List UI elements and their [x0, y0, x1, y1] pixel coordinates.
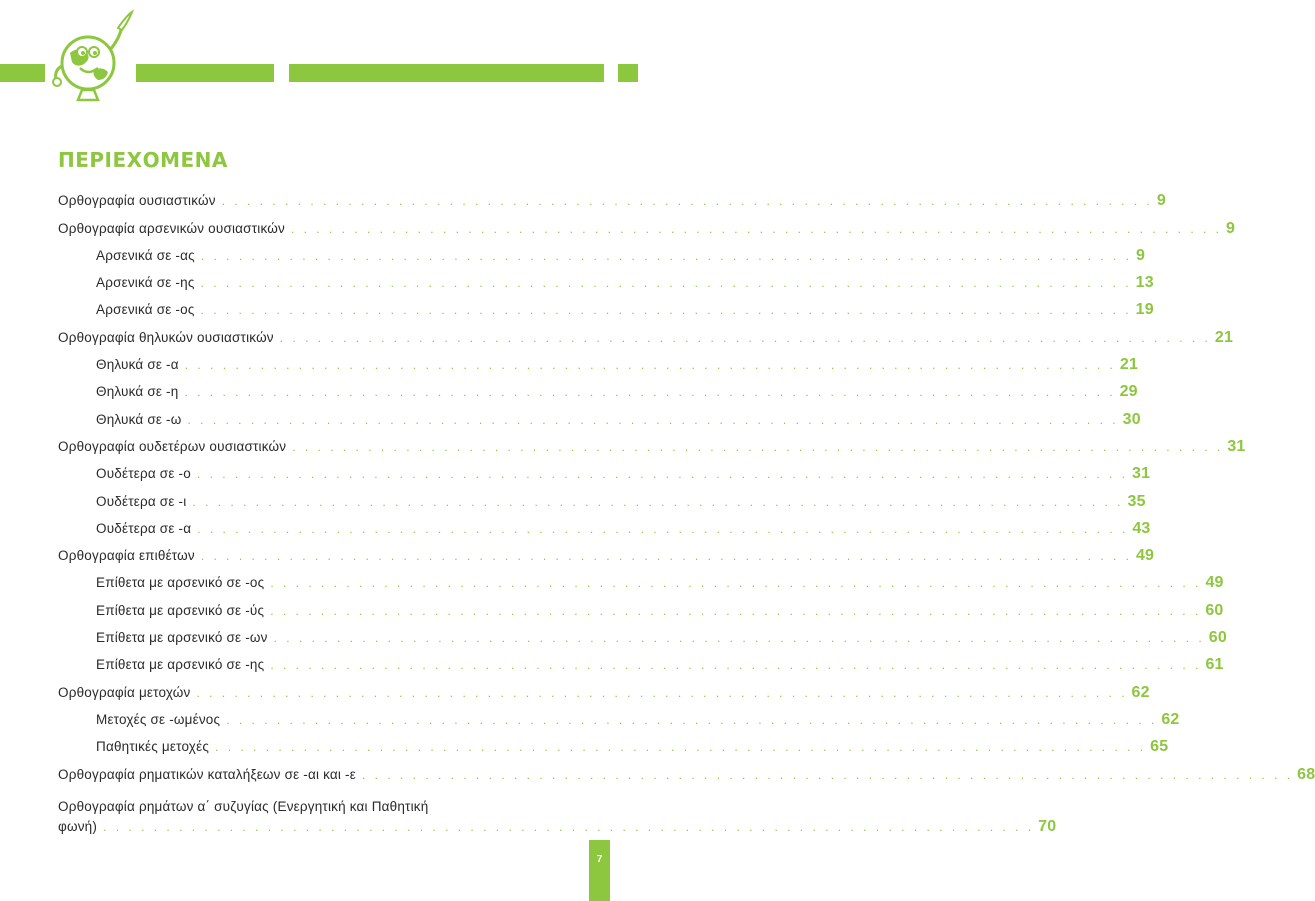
- toc-leader-dots: . . . . . . . . . . . . . . . . . . . . . . . . . . . . . . . . . . . . . . . . . . . . . . . . . . . . . . . . . . . . . . . . . . . . . . . . . .: [200, 549, 1132, 564]
- toc-entry-page: 65: [1150, 738, 1169, 756]
- toc-entry: [58, 538, 1155, 565]
- toc-entry-page: 29: [1119, 383, 1138, 401]
- table-of-contents: [58, 183, 1315, 836]
- globe-mascot-icon: [48, 8, 134, 104]
- toc-leader-dots: . . . . . . . . . . . . . . . . . . . . . . . . . . . . . . . . . . . . . . . . . . . . . . . . . . . . . . . . . . . . . . . . . . . . . . . . . .: [215, 740, 1147, 755]
- toc-entry: [58, 620, 1227, 647]
- toc-entry-page: 9: [1135, 246, 1146, 264]
- toc-entry: [58, 565, 1224, 592]
- toc-entry: [58, 456, 1151, 483]
- toc-entry-page: 9: [1226, 219, 1236, 237]
- toc-entry-page: 31: [1132, 465, 1151, 483]
- toc-leader-dots: . . . . . . . . . . . . . . . . . . . . . . . . . . . . . . . . . . . . . . . . . . . . . . . . . . . . . . . . . . . . . . . . . . . . . . . . . .: [200, 276, 1132, 291]
- toc-leader-dots: . . . . . . . . . . . . . . . . . . . . . . . . . . . . . . . . . . . . . . . . . . . . . . . . . . . . . . . . . . . . . . . . . . . . . . . . . .: [221, 194, 1153, 209]
- toc-leader-dots: . . . . . . . . . . . . . . . . . . . . . . . . . . . . . . . . . . . . . . . . . . . . . . . . . . . . . . . . . . . . . . . . . . . . . . . . . .: [103, 819, 1035, 834]
- toc-entry: [58, 374, 1138, 401]
- toc-entry: [58, 647, 1224, 674]
- toc-entry-label: Θηλυκά σε -α: [96, 357, 179, 373]
- toc-leader-dots: . . . . . . . . . . . . . . . . . . . . . . . . . . . . . . . . . . . . . . . . . . . . . . . . . . . . . . . . . . . . . . . . . . . . . . . . . .: [197, 521, 1129, 536]
- toc-entry-page: 13: [1135, 274, 1154, 292]
- toc-entry: [58, 674, 1150, 701]
- toc-entry-label: Επίθετα με αρσενικό σε -ύς: [96, 602, 265, 618]
- page-number-box: [589, 840, 610, 901]
- toc-entry-page: 68: [1297, 765, 1315, 783]
- toc-entry-label: Ουδέτερα σε -ο: [96, 466, 191, 482]
- toc-entry: [58, 292, 1154, 319]
- toc-entry: [58, 319, 1234, 346]
- toc-entry-label: Επίθετα με αρσενικό σε -ων: [96, 630, 268, 646]
- toc-entry: [58, 784, 1057, 836]
- header-bar-middle: [136, 64, 274, 82]
- toc-entry-label: Μετοχές σε -ωμένος: [96, 711, 221, 727]
- toc-leader-dots: . . . . . . . . . . . . . . . . . . . . . . . . . . . . . . . . . . . . . . . . . . . . . . . . . . . . . . . . . . . . . . . . . . . . . . . . . .: [273, 631, 1205, 646]
- toc-entry: [58, 347, 1139, 374]
- toc-entry-label: Αρσενικά σε -ας: [96, 247, 195, 263]
- toc-entry: [58, 401, 1141, 428]
- toc-leader-dots: . . . . . . . . . . . . . . . . . . . . . . . . . . . . . . . . . . . . . . . . . . . . . . . . . . . . . . . . . . . . . . . . . . . . . . . . . .: [290, 221, 1223, 236]
- toc-entry-page: 49: [1205, 574, 1224, 592]
- toc-leader-dots: . . . . . . . . . . . . . . . . . . . . . . . . . . . . . . . . . . . . . . . . . . . . . . . . . . . . . . . . . . . . . . . . . . . . . . . . . .: [270, 603, 1202, 618]
- toc-leader-dots: . . . . . . . . . . . . . . . . . . . . . . . . . . . . . . . . . . . . . . . . . . . . . . . . . . . . . . . . . . . . . . . . . . . . . . . . . .: [184, 358, 1116, 373]
- toc-entry: [58, 702, 1180, 729]
- toc-entry-page: 61: [1205, 656, 1224, 674]
- toc-leader-dots: . . . . . . . . . . . . . . . . . . . . . . . . . . . . . . . . . . . . . . . . . . . . . . . . . . . . . . . . . . . . . . . . . . . . . . . . . .: [187, 412, 1119, 427]
- toc-leader-dots: . . . . . . . . . . . . . . . . . . . . . . . . . . . . . . . . . . . . . . . . . . . . . . . . . . . . . . . . . . . . . . . . . . . . . . . . . .: [196, 467, 1129, 482]
- toc-entry: [58, 238, 1146, 265]
- toc-entry-label: Ουδέτερα σε -ι: [96, 493, 187, 509]
- toc-entry: [58, 729, 1169, 756]
- toc-entry: [58, 265, 1154, 292]
- toc-leader-dots: . . . . . . . . . . . . . . . . . . . . . . . . . . . . . . . . . . . . . . . . . . . . . . . . . . . . . . . . . . . . . . . . . . . . . . . . . .: [184, 385, 1116, 400]
- toc-entry-page: 49: [1135, 547, 1155, 565]
- toc-entry-page: 31: [1227, 437, 1246, 455]
- toc-entry-page: 35: [1127, 492, 1146, 510]
- toc-entry-label-continued: φωνή): [58, 818, 98, 834]
- toc-entry-label: Αρσενικά σε -ης: [96, 275, 195, 291]
- header-bar-right: [289, 64, 604, 82]
- toc-entry: [58, 429, 1246, 456]
- toc-entry-label: Επίθετα με αρσενικό σε -ης: [96, 657, 265, 673]
- toc-entry-page: 9: [1156, 192, 1166, 210]
- toc-entry-label: Ορθογραφία θηλυκών ουσιαστικών: [58, 329, 274, 345]
- toc-entry: [58, 183, 1166, 210]
- toc-entry-page: 62: [1161, 710, 1180, 728]
- toc-entry-page: 60: [1205, 601, 1224, 619]
- header-bar-end: [618, 64, 638, 82]
- toc-leader-dots: . . . . . . . . . . . . . . . . . . . . . . . . . . . . . . . . . . . . . . . . . . . . . . . . . . . . . . . . . . . . . . . . . . . . . . . . . .: [192, 494, 1124, 509]
- toc-entry: [58, 592, 1224, 619]
- toc-leader-dots: . . . . . . . . . . . . . . . . . . . . . . . . . . . . . . . . . . . . . . . . . . . . . . . . . . . . . . . . . . . . . . . . . . . . . . . . . .: [200, 248, 1132, 263]
- toc-leader-dots: . . . . . . . . . . . . . . . . . . . . . . . . . . . . . . . . . . . . . . . . . . . . . . . . . . . . . . . . . . . . . . . . . . . . . . . . . .: [279, 330, 1211, 345]
- toc-entry: [58, 756, 1315, 783]
- toc-entry-page: 62: [1131, 683, 1150, 701]
- toc-entry-label: Ορθογραφία αρσενικών ουσιαστικών: [58, 220, 285, 236]
- toc-entry-label: Παθητικές μετοχές: [96, 739, 210, 755]
- toc-entry: [58, 511, 1151, 538]
- toc-entry-label: Ουδέτερα σε -α: [96, 520, 192, 536]
- toc-entry: [58, 483, 1146, 510]
- toc-leader-dots: . . . . . . . . . . . . . . . . . . . . . . . . . . . . . . . . . . . . . . . . . . . . . . . . . . . . . . . . . . . . . . . . . . . . . . . . . .: [200, 303, 1132, 318]
- toc-leader-dots: . . . . . . . . . . . . . . . . . . . . . . . . . . . . . . . . . . . . . . . . . . . . . . . . . . . . . . . . . . . . . . . . . . . . . . . . . .: [292, 439, 1224, 454]
- toc-entry-page: 60: [1208, 629, 1227, 647]
- toc-entry-label: Ορθογραφία ρηματικών καταλήξεων σε -αι και -ε: [58, 766, 356, 782]
- toc-entry-page: 21: [1119, 356, 1139, 374]
- toc-entry-label: Ορθογραφία ρημάτων α΄ συζυγίας (Ενεργητική και Παθητική: [58, 798, 429, 814]
- toc-entry-page: 30: [1122, 410, 1141, 428]
- toc-entry-label: Ορθογραφία επιθέτων: [58, 548, 195, 564]
- toc-entry-label: Ορθογραφία ουσιαστικών: [58, 193, 216, 209]
- toc-entry-page: 70: [1038, 817, 1057, 835]
- toc-entry-page: 21: [1214, 328, 1234, 346]
- toc-entry: [58, 210, 1236, 237]
- toc-entry-label: Ορθογραφία ουδετέρων ουσιαστικών: [58, 438, 287, 454]
- toc-leader-dots: . . . . . . . . . . . . . . . . . . . . . . . . . . . . . . . . . . . . . . . . . . . . . . . . . . . . . . . . . . . . . . . . . . . . . . . . . .: [270, 576, 1202, 591]
- toc-entry-page: 43: [1132, 519, 1151, 537]
- toc-entry-label: Αρσενικά σε -ος: [96, 302, 195, 318]
- toc-entry-label: Ορθογραφία μετοχών: [58, 684, 191, 700]
- toc-leader-dots: . . . . . . . . . . . . . . . . . . . . . . . . . . . . . . . . . . . . . . . . . . . . . . . . . . . . . . . . . . . . . . . . . . . . . . . . . .: [196, 685, 1128, 700]
- toc-leader-dots: . . . . . . . . . . . . . . . . . . . . . . . . . . . . . . . . . . . . . . . . . . . . . . . . . . . . . . . . . . . . . . . . . . . . . . . . . .: [270, 658, 1202, 673]
- page-number: 7: [596, 854, 603, 865]
- page-title: ΠΕΡΙΕΧΟΜΕΝΑ: [58, 148, 228, 172]
- toc-entry-label: Θηλυκά σε -ω: [96, 411, 182, 427]
- toc-leader-dots: . . . . . . . . . . . . . . . . . . . . . . . . . . . . . . . . . . . . . . . . . . . . . . . . . . . . . . . . . . . . . . . . . . . . . . . . . .: [361, 767, 1294, 782]
- header-bar-left: [0, 64, 45, 82]
- toc-entry-page: 19: [1135, 301, 1154, 319]
- toc-entry-label: Θηλυκά σε -η: [96, 384, 179, 400]
- toc-entry-label: Επίθετα με αρσενικό σε -ος: [96, 575, 265, 591]
- toc-leader-dots: . . . . . . . . . . . . . . . . . . . . . . . . . . . . . . . . . . . . . . . . . . . . . . . . . . . . . . . . . . . . . . . . . . . . . . . . . .: [226, 712, 1158, 727]
